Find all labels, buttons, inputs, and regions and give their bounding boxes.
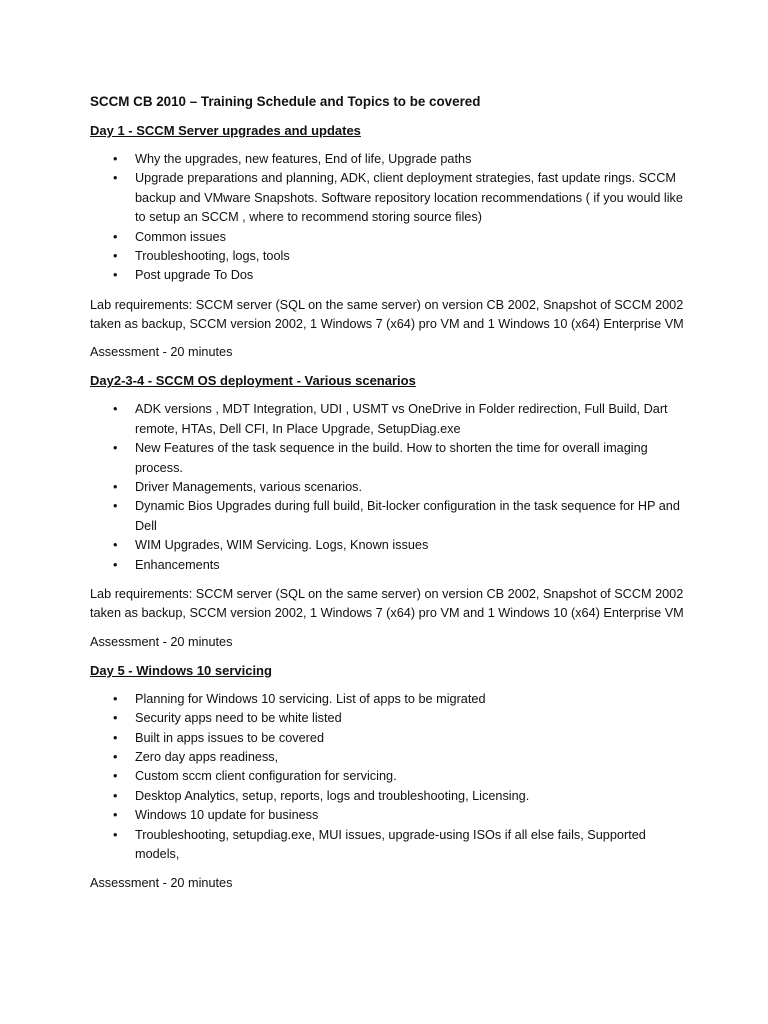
list-item xyxy=(90,826,690,865)
bullet-icon: • xyxy=(113,402,118,417)
bullet-icon: • xyxy=(113,808,118,823)
section-heading: Day2-3-4 - SCCM OS deployment - Various scenarios xyxy=(90,373,416,389)
bullet-icon: • xyxy=(113,171,118,186)
bullet-icon: • xyxy=(113,152,118,166)
list-item xyxy=(90,690,690,709)
assessment: Assessment - 20 minutes xyxy=(90,876,233,891)
list-item-text: Post upgrade To Dos xyxy=(135,268,254,283)
bullet-icon: • xyxy=(113,268,118,283)
bullet-icon: • xyxy=(113,730,118,745)
list-item-text: Dynamic Bios Upgrades during full build, Bit-locker configuration in the task sequence for HP and Dell xyxy=(135,499,680,533)
list-item xyxy=(90,806,690,825)
list-item-text: Security apps need to be white listed xyxy=(135,711,342,726)
list-item-text: Planning for Windows 10 servicing. List of apps to be migrated xyxy=(135,691,486,706)
list-item xyxy=(90,478,690,497)
list-item xyxy=(90,400,690,439)
bullet-list xyxy=(90,150,690,286)
document-page xyxy=(90,92,690,903)
bullet-icon: • xyxy=(113,557,118,572)
bullet-list xyxy=(90,400,690,575)
list-item-text: WIM Upgrades, WIM Servicing. Logs, Known issues xyxy=(135,538,429,553)
bullet-icon: • xyxy=(113,441,118,456)
section-heading: Day 1 - SCCM Server upgrades and updates xyxy=(90,123,361,138)
list-item-text: Enhancements xyxy=(135,557,220,572)
list-item xyxy=(90,767,690,786)
list-item xyxy=(90,169,690,227)
bullet-icon: • xyxy=(113,499,118,514)
list-item xyxy=(90,748,690,767)
list-item xyxy=(90,497,690,536)
list-item-text: New Features of the task sequence in the build. How to shorten the time for overall imaging process. xyxy=(135,441,648,475)
bullet-icon: • xyxy=(113,749,118,764)
bullet-icon: • xyxy=(113,538,118,553)
bullet-list xyxy=(90,690,690,865)
bullet-icon: • xyxy=(113,691,118,706)
section-day-1 xyxy=(90,121,690,362)
bullet-icon: • xyxy=(113,788,118,803)
list-item xyxy=(90,709,690,728)
list-item xyxy=(90,556,690,575)
bullet-icon: • xyxy=(113,249,118,264)
list-item xyxy=(90,729,690,748)
document-title: SCCM CB 2010 – Training Schedule and Topics to be covered xyxy=(90,94,481,109)
section-day-2-3-4 xyxy=(90,371,690,651)
bullet-icon: • xyxy=(113,480,118,495)
section-day-5 xyxy=(90,661,690,894)
list-item-text: Zero day apps readiness, xyxy=(135,749,279,764)
list-item-text: Desktop Analytics, setup, reports, logs and troubleshooting, Licensing. xyxy=(135,788,530,803)
list-item xyxy=(90,228,690,247)
assessment: Assessment - 20 minutes xyxy=(90,345,233,360)
list-item-text: Common issues xyxy=(135,229,226,244)
list-item xyxy=(90,266,690,285)
list-item xyxy=(90,787,690,806)
list-item xyxy=(90,150,690,169)
bullet-icon: • xyxy=(113,711,118,726)
list-item xyxy=(90,439,690,478)
lab-requirements: Lab requirements: SCCM server (SQL on the same server) on version CB 2002, Snapshot of SCCM 2002 taken as backup, SCCM version 2002, 1 Windows 7 (x64) pro VM and 1 Windows 10 (x64) Enterprise VM xyxy=(90,587,684,621)
list-item-text: ADK versions , MDT Integration, UDI , USMT vs OneDrive in Folder redirection, Full Build, Dart remote, HTAs, Dell CFI, In Place Upgrade, SetupDiag.exe xyxy=(135,402,668,436)
lab-requirements: Lab requirements: SCCM server (SQL on the same server) on version CB 2002, Snapshot of SCCM 2002 taken as backup, SCCM version 2002, 1 Windows 7 (x64) pro VM and 1 Windows 10 (x64) Enterprise VM xyxy=(90,297,684,332)
list-item-text: Troubleshooting, setupdiag.exe, MUI issues, upgrade-using ISOs if all else fails, Supported models, xyxy=(135,827,646,861)
list-item-text: Windows 10 update for business xyxy=(135,808,319,823)
section-heading: Day 5 - Windows 10 servicing xyxy=(90,662,272,678)
list-item xyxy=(90,536,690,555)
bullet-icon: • xyxy=(113,229,118,244)
list-item-text: Why the upgrades, new features, End of life, Upgrade paths xyxy=(135,152,472,166)
list-item-text: Driver Managements, various scenarios. xyxy=(135,480,363,495)
list-item-text: Built in apps issues to be covered xyxy=(135,730,325,745)
assessment: Assessment - 20 minutes xyxy=(90,634,233,649)
list-item-text: Upgrade preparations and planning, ADK, client deployment strategies, fast update rings. SCCM backup and VMware Snapshots. Software repository location recommendations ( if you would like to setup an SCCM , where to recommend storing source files) xyxy=(135,171,683,225)
bullet-icon: • xyxy=(113,769,118,784)
list-item xyxy=(90,247,690,266)
list-item-text: Custom sccm client configuration for servicing. xyxy=(135,769,397,784)
list-item-text: Troubleshooting, logs, tools xyxy=(135,249,290,264)
bullet-icon: • xyxy=(113,827,118,842)
